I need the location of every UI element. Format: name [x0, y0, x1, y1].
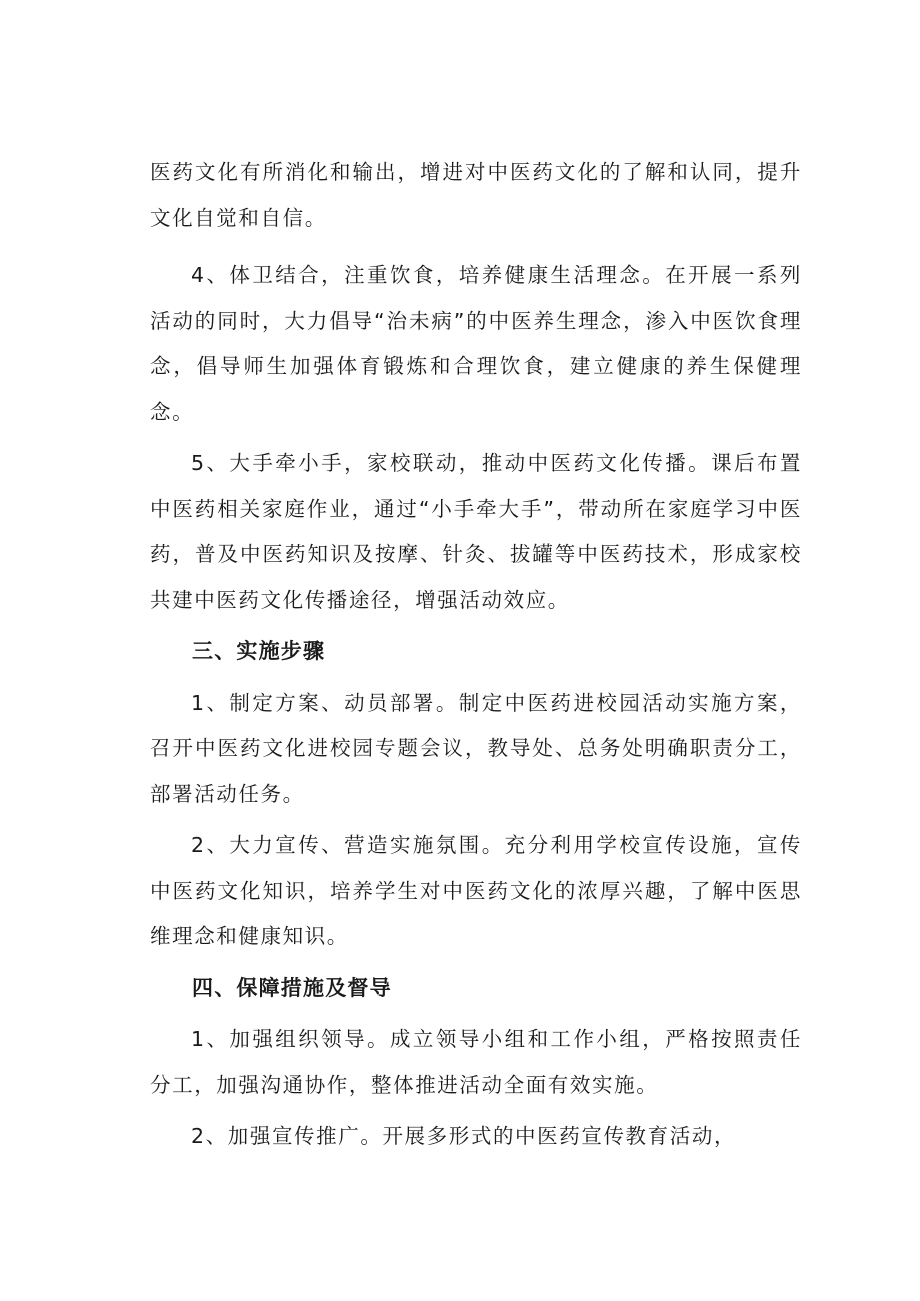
- section-heading-implementation-steps: 三、实施步骤: [192, 639, 326, 663]
- paragraph-item-5: 5、大手牵小手，家校联动，推动中医药文化传播。课后布置中医药相关家庭作业，通过“小手牵大手”，带动所在家庭学习中医药，普及中医药知识及按摩、针灸、拔罐等中医药技术，形成家校共建中医药文化传播途径，增强活动效应。: [150, 451, 802, 612]
- paragraph-step-1: 1、制定方案、动员部署。制定中医药进校园活动实施方案，召开中医药文化进校园专题会议，教导处、总务处明确职责分工，部署活动任务。: [150, 690, 802, 806]
- paragraph-step-2: 2、大力宣传、营造实施氛围。充分利用学校宣传设施，宣传中医药文化知识，培养学生对中医药文化的浓厚兴趣，了解中医思维理念和健康知识。: [150, 833, 802, 948]
- document-body: [150, 150, 802, 1166]
- paragraph-safeguard-1: 1、加强组织领导。成立领导小组和工作小组，严格按照责任分工，加强沟通协作，整体推进活动全面有效实施。: [150, 1027, 802, 1097]
- paragraph-safeguard-2: 2、加强宣传推广。开展多形式的中医药宣传教育活动，: [191, 1124, 737, 1148]
- paragraph-item-4: 4、体卫结合，注重饮食，培养健康生活理念。在开展一系列活动的同时，大力倡导“治未病”的中医养生理念，渗入中医饮食理念，倡导师生加强体育锻炼和合理饮食，建立健康的养生保健理念。: [150, 263, 802, 424]
- paragraph-continuation: 医药文化有所消化和输出，增进对中医药文化的了解和认同，提升文化自觉和自信。: [150, 160, 802, 230]
- section-heading-safeguards: 四、保障措施及督导: [192, 975, 392, 1000]
